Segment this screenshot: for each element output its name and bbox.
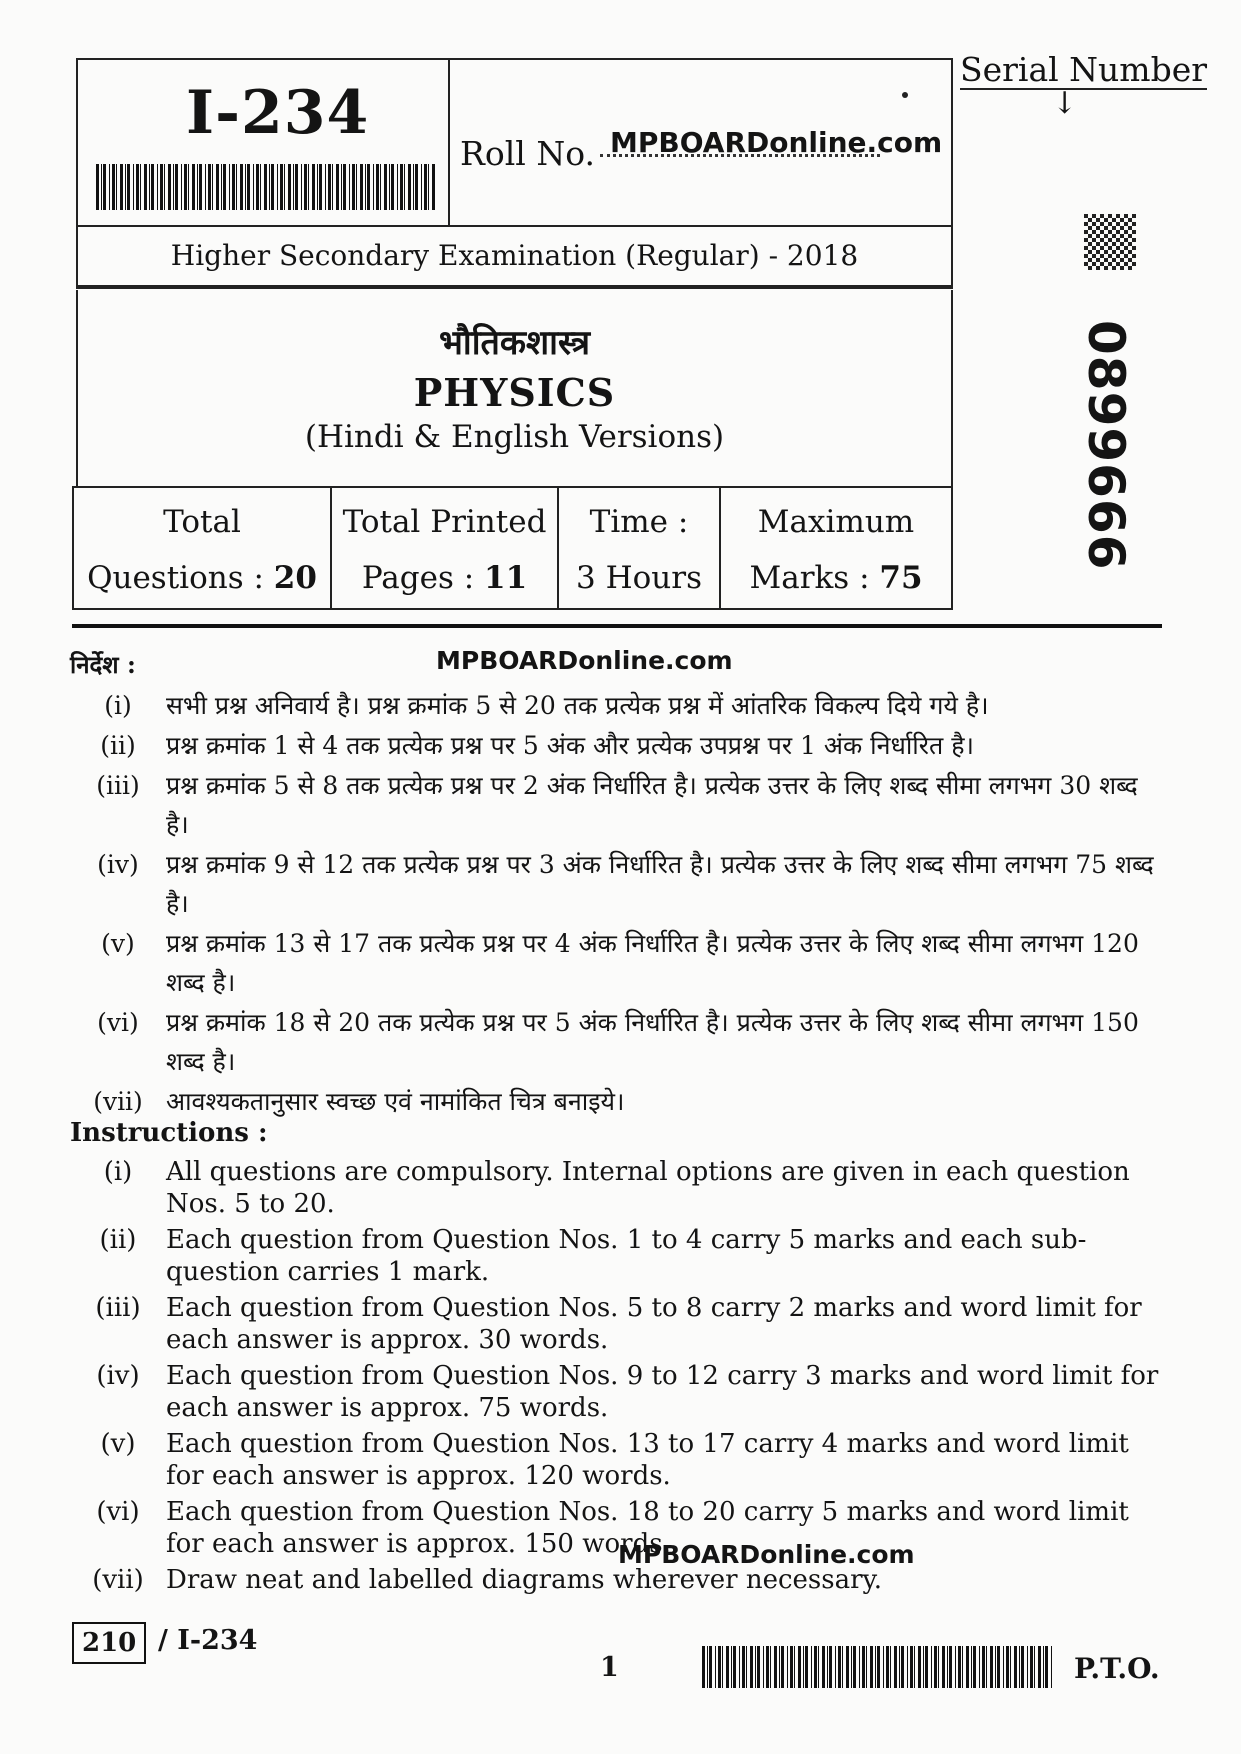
list-item xyxy=(70,1224,1160,1288)
item-number: (v) xyxy=(100,1429,136,1459)
header-box xyxy=(76,58,953,289)
english-instructions-list xyxy=(70,1156,1160,1600)
subject-hindi: भौतिकशास्त्र xyxy=(439,323,590,363)
item-number: (iv) xyxy=(97,850,139,879)
footer-paper-code: / I-234 xyxy=(158,1625,258,1656)
list-item xyxy=(70,924,1160,1002)
item-text: Each question from Question Nos. 18 to 20 carry 5 marks and word limit for each answer is approx. 150 words. xyxy=(166,1497,1129,1559)
item-text: आवश्यकतानुसार स्वच्छ एवं नामांकित चित्र बनाइये। xyxy=(166,1087,625,1116)
divider xyxy=(72,624,1162,628)
exam-stats-row xyxy=(72,486,953,610)
stat-label: Total Printed xyxy=(342,504,547,540)
paper-code-cell xyxy=(78,60,450,225)
item-number: (vii) xyxy=(93,1087,143,1116)
list-item xyxy=(70,686,1160,725)
stat-value: 11 xyxy=(484,560,528,596)
item-text: प्रश्न क्रमांक 18 से 20 तक प्रत्येक प्रश्न पर 5 अंक निर्धारित है। प्रत्येक उत्तर के लिए शब्द सीमा लगभग 150 शब्द है। xyxy=(166,1008,1139,1076)
roll-number-label: Roll No. xyxy=(460,134,595,173)
paper-code: I-234 xyxy=(186,78,370,148)
header-top-row xyxy=(78,60,951,227)
subject-block xyxy=(76,290,953,486)
list-item xyxy=(70,766,1160,844)
subject-versions: (Hindi & English Versions) xyxy=(304,419,725,455)
english-instructions-heading: Instructions : xyxy=(70,1118,268,1148)
stat-label: Time : xyxy=(589,504,689,540)
serial-number-label: Serial Number xyxy=(960,50,1208,89)
pto-label: P.T.O. xyxy=(1074,1652,1160,1685)
item-text: प्रश्न क्रमांक 9 से 12 तक प्रत्येक प्रश्न पर 3 अंक निर्धारित है। प्रत्येक उत्तर के लिए शब्द सीमा लगभग 75 शब्द है। xyxy=(166,850,1154,918)
item-text: Each question from Question Nos. 9 to 12 carry 3 marks and word limit for each answer is approx. 75 words. xyxy=(166,1361,1159,1423)
item-number: (v) xyxy=(101,929,135,958)
stat-value: 20 xyxy=(273,560,317,596)
item-text: सभी प्रश्न अनिवार्य है। प्रश्न क्रमांक 5 से 20 तक प्रत्येक प्रश्न में आंतरिक विकल्प दिये गये है। xyxy=(166,691,989,720)
list-item xyxy=(70,1003,1160,1081)
stat-label: Marks : xyxy=(749,560,880,596)
list-item xyxy=(70,1360,1160,1424)
stat-value-line xyxy=(721,550,951,606)
item-number: (i) xyxy=(103,1157,133,1187)
exam-title: Higher Secondary Examination (Regular) - 2018 xyxy=(78,227,951,287)
stat-label: Maximum xyxy=(757,504,915,540)
footer-box-number: 210 xyxy=(72,1622,146,1664)
item-text: Each question from Question Nos. 5 to 8 carry 2 marks and word limit for each answer is approx. 30 words. xyxy=(166,1293,1142,1355)
stat-label: Pages : xyxy=(361,560,485,596)
page-number: 1 xyxy=(600,1652,619,1683)
item-number: (iii) xyxy=(96,771,140,800)
stat-value: 3 xyxy=(576,560,606,596)
item-text: All questions are compulsory. Internal options are given in each question Nos. 5 to 20. xyxy=(166,1157,1130,1219)
list-item xyxy=(70,1082,1160,1121)
watermark-text: MPBOARDonline.com xyxy=(436,646,733,675)
hindi-instructions-heading: निर्देश : xyxy=(70,650,136,679)
hindi-instructions-list xyxy=(70,686,1160,1122)
list-item xyxy=(70,1496,1160,1560)
stat-label: Hours xyxy=(605,560,702,596)
list-item xyxy=(70,845,1160,923)
watermark-text: MPBOARDonline.com xyxy=(618,1540,915,1569)
stat-value: 75 xyxy=(879,560,923,596)
item-text: प्रश्न क्रमांक 5 से 8 तक प्रत्येक प्रश्न पर 2 अंक निर्धारित है। प्रत्येक उत्तर के लिए शब्द सीमा लगभग 30 शब्द है। xyxy=(166,771,1138,839)
barcode-bottom xyxy=(702,1646,1052,1688)
item-number: (iii) xyxy=(95,1293,141,1323)
list-item xyxy=(70,1428,1160,1492)
item-number: (i) xyxy=(104,691,132,720)
subject-english: PHYSICS xyxy=(413,370,616,415)
item-number: (ii) xyxy=(99,1225,137,1255)
stat-value-line xyxy=(559,550,719,606)
roll-number-field xyxy=(600,154,880,157)
roll-number-value: MPBOARDonline.com xyxy=(610,126,943,159)
dot-mark xyxy=(902,92,908,98)
roll-number-cell xyxy=(450,60,951,225)
item-number: (vi) xyxy=(96,1497,140,1527)
list-item xyxy=(70,1156,1160,1220)
item-text: प्रश्न क्रमांक 13 से 17 तक प्रत्येक प्रश्न पर 4 अंक निर्धारित है। प्रत्येक उत्तर के लिए शब्द सीमा लगभग 120 शब्द है। xyxy=(166,929,1139,997)
stat-label: Total xyxy=(163,504,241,540)
item-number: (iv) xyxy=(96,1361,140,1391)
stat-total-pages xyxy=(332,488,559,608)
stat-value-line xyxy=(332,550,557,606)
list-item xyxy=(70,1292,1160,1356)
item-text: प्रश्न क्रमांक 1 से 4 तक प्रत्येक प्रश्न पर 5 अंक और प्रत्येक उपप्रश्न पर 1 अंक निर्धारित है। xyxy=(166,731,974,760)
item-number: (ii) xyxy=(100,731,136,760)
stat-max-marks xyxy=(721,488,951,608)
barcode-top xyxy=(96,164,436,210)
list-item xyxy=(70,726,1160,765)
item-text: Each question from Question Nos. 13 to 17 carry 4 marks and word limit for each answer is approx. 120 words. xyxy=(166,1429,1129,1491)
list-item xyxy=(70,1564,1160,1596)
stat-time xyxy=(559,488,721,608)
item-number: (vii) xyxy=(92,1565,144,1595)
item-text: Each question from Question Nos. 1 to 4 carry 5 marks and each sub-question carries 1 mark. xyxy=(166,1225,1087,1287)
stat-value-line xyxy=(74,550,330,606)
serial-number: 0899666 xyxy=(1077,320,1135,571)
stat-total-questions xyxy=(74,488,332,608)
qr-code-icon xyxy=(1084,214,1136,270)
down-arrow-icon: ↓ xyxy=(1052,86,1078,121)
item-text: Draw neat and labelled diagrams wherever necessary. xyxy=(166,1565,883,1595)
stat-label: Questions : xyxy=(87,560,274,596)
item-number: (vi) xyxy=(97,1008,139,1037)
